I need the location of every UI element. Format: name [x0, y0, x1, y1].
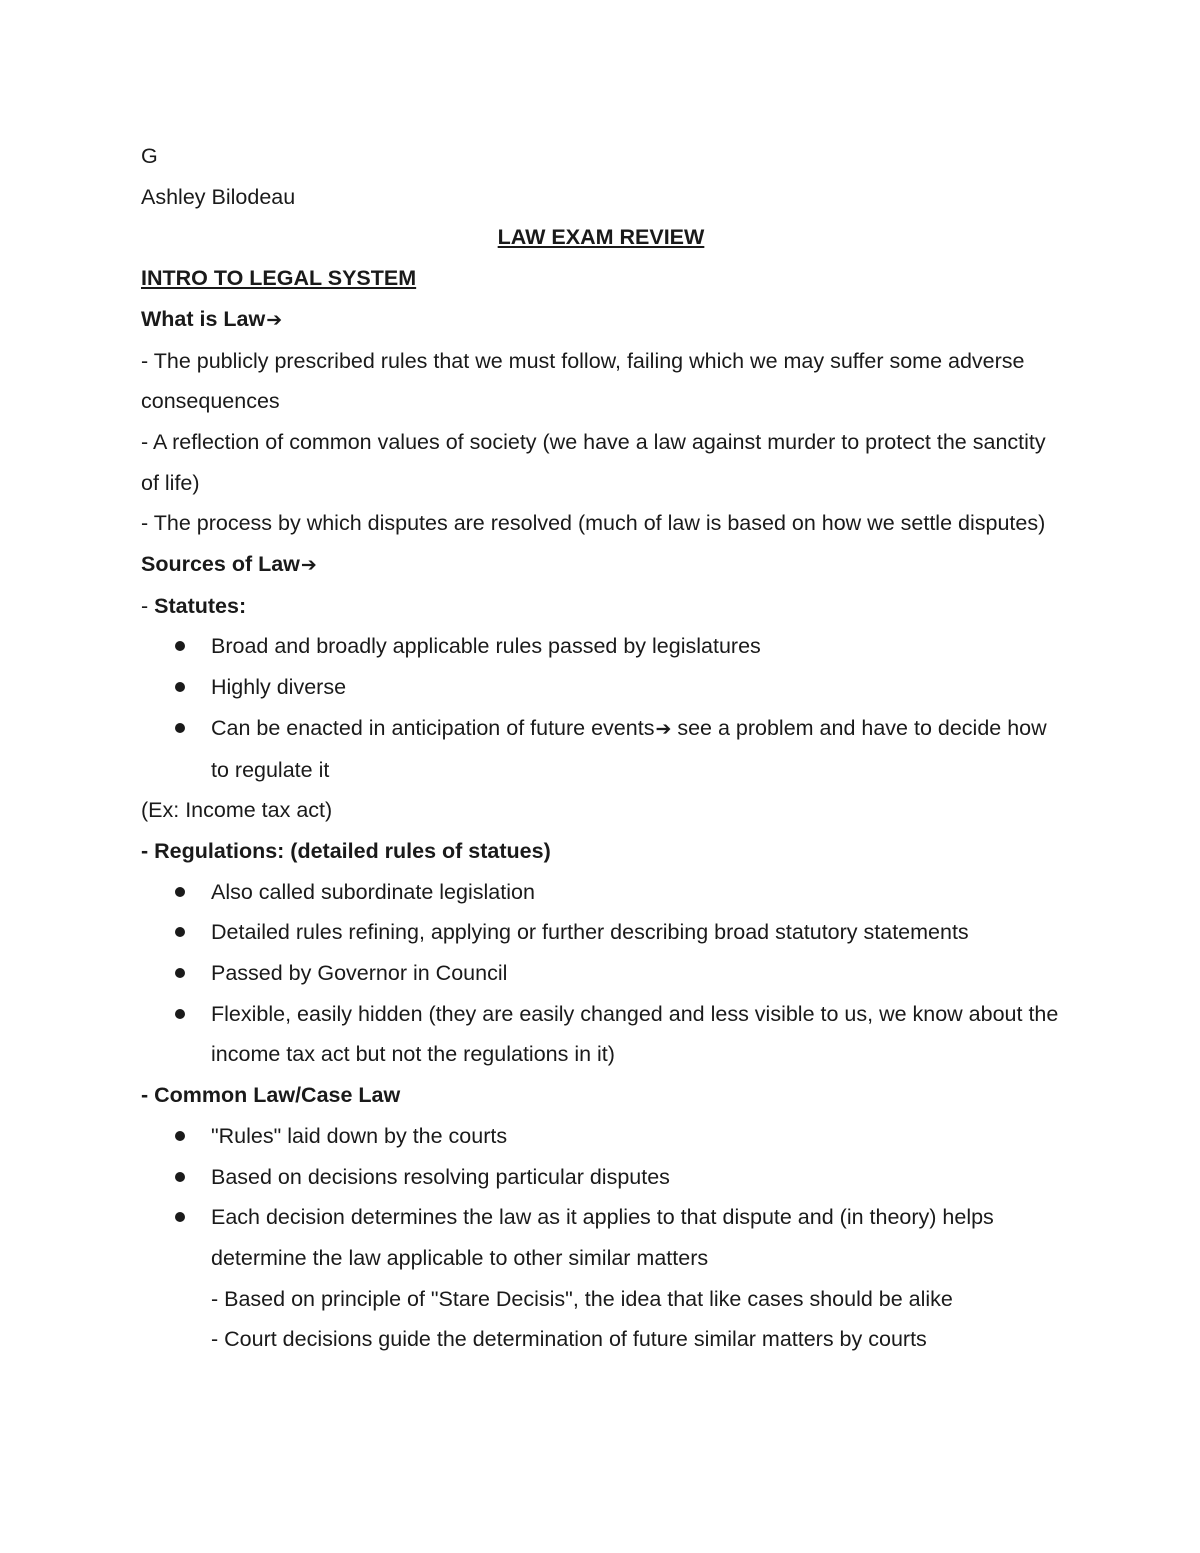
document-body — [141, 136, 1061, 1360]
section-heading: INTRO TO LEGAL SYSTEM — [141, 266, 417, 291]
regulations-list — [141, 872, 1061, 1076]
common-law-heading: - Common Law/Case Law — [141, 1083, 401, 1108]
list-item — [141, 994, 1061, 1075]
statutes-label: Statutes: — [154, 593, 247, 618]
list-item-text: Based on decisions resolving particular disputes — [211, 1164, 670, 1189]
list-item — [141, 1197, 1061, 1278]
statutes-example: (Ex: Income tax act) — [141, 798, 333, 823]
statutes-heading — [141, 586, 1061, 627]
sources-of-law-label: Sources of Law — [141, 552, 300, 577]
common-law-sub-point-2: - Court decisions guide the determination of future similar matters by courts — [211, 1327, 927, 1352]
list-item-text-cont: see a problem and have to decide how to regulate it — [211, 715, 1047, 782]
sources-of-law-heading — [141, 544, 1061, 586]
bullet-icon — [175, 968, 185, 978]
what-is-law-heading — [141, 299, 1061, 341]
bullet-icon — [175, 1212, 185, 1222]
header-initial: G — [141, 144, 158, 168]
list-item-text: Broad and broadly applicable rules passed by legislatures — [211, 634, 761, 659]
bullet-icon — [175, 1172, 185, 1182]
list-item — [141, 953, 1061, 994]
document-title: LAW EXAM REVIEW — [497, 225, 705, 250]
list-item-text: Can be enacted in anticipation of future events — [211, 715, 655, 740]
list-item — [141, 667, 1061, 708]
right-arrow-icon: ➔ — [655, 717, 672, 740]
right-arrow-icon: ➔ — [300, 554, 317, 577]
common-law-list — [141, 1116, 1061, 1279]
regulations-heading: - Regulations: (detailed rules of statues) — [141, 838, 551, 863]
list-item-text: Detailed rules refining, applying or further describing broad statutory statements — [211, 920, 969, 945]
list-item — [141, 872, 1061, 913]
bullet-icon — [175, 887, 185, 897]
list-item-text: Each decision determines the law as it applies to that dispute and (in theory) helps determine the law applicable to other similar matters — [211, 1205, 994, 1270]
bullet-icon — [175, 723, 185, 733]
author-name: Ashley Bilodeau — [141, 184, 296, 209]
statutes-list — [141, 626, 1061, 790]
list-item — [141, 1116, 1061, 1157]
list-item-text: "Rules" laid down by the courts — [211, 1123, 508, 1148]
list-item-text: Also called subordinate legislation — [211, 879, 535, 904]
bullet-icon — [175, 1009, 185, 1019]
bullet-icon — [175, 682, 185, 692]
bullet-icon — [175, 927, 185, 937]
law-definition-2: - A reflection of common values of society (we have a law against murder to protect the sanctity of life) — [141, 429, 1046, 495]
list-item-text: Passed by Governor in Council — [211, 961, 508, 986]
bullet-icon — [175, 1131, 185, 1141]
list-item-text: Flexible, easily hidden (they are easily changed and less visible to us, we know about the income tax act but not the regulations in it) — [211, 1001, 1059, 1067]
list-item — [141, 708, 1061, 790]
right-arrow-icon: ➔ — [266, 308, 283, 331]
list-item — [141, 912, 1061, 953]
list-item — [141, 626, 1061, 667]
law-definition-3: - The process by which disputes are resolved (much of law is based on how we settle disputes) — [141, 511, 1046, 536]
list-item — [141, 1157, 1061, 1198]
list-item-text: Highly diverse — [211, 675, 347, 700]
statutes-prefix: - — [141, 593, 155, 618]
common-law-sub-point-1: - Based on principle of "Stare Decisis", the idea that like cases should be alike — [211, 1286, 953, 1311]
law-definition-1: - The publicly prescribed rules that we must follow, failing which we may suffer some adverse consequences — [141, 348, 1025, 414]
bullet-icon — [175, 641, 185, 651]
what-is-law-label: What is Law — [141, 306, 266, 331]
